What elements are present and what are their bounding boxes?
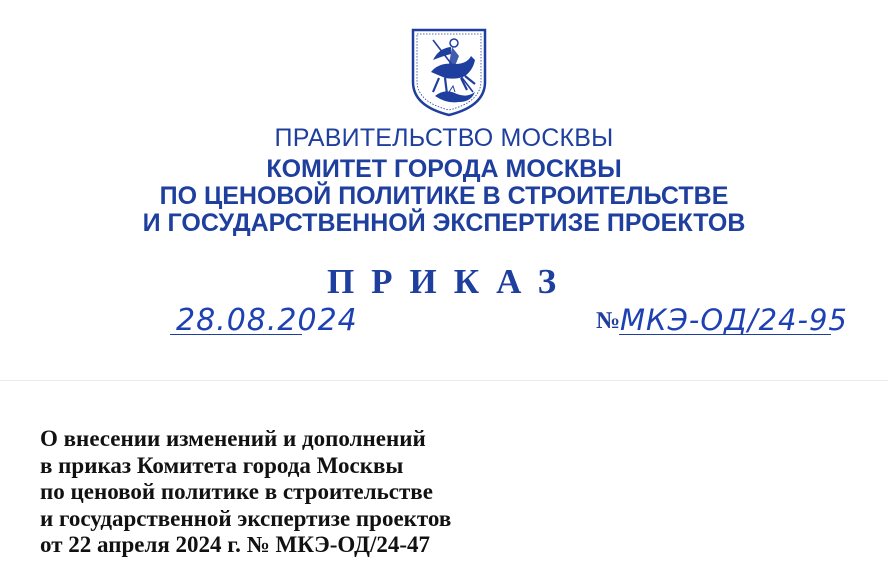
subject-line-3: по ценовой политике в строительстве: [40, 479, 433, 504]
committee-title-line-2: ПО ЦЕНОВОЙ ПОЛИТИКЕ В СТРОИТЕЛЬСТВЕ: [159, 182, 729, 210]
moscow-coat-of-arms-emblem: [409, 26, 489, 118]
subject-line-2: в приказ Комитета города Москвы: [40, 452, 404, 478]
fold-divider: [0, 380, 888, 381]
subject-line-4: и государственной экспертизе проектов: [40, 505, 452, 531]
document-type-heading: ПРИКАЗ: [326, 262, 574, 301]
number-label: №: [596, 308, 621, 334]
committee-title-line-3: И ГОСУДАРСТВЕННОЙ ЭКСПЕРТИЗЕ ПРОЕКТОВ: [142, 209, 746, 237]
number-underline: [619, 334, 831, 335]
subject-line-5: от 22 апреля 2024 г. № МКЭ-ОД/24-47: [40, 532, 431, 557]
subject-line-1: О внесении изменений и дополнений: [40, 426, 426, 451]
committee-title-line-1: КОМИТЕТ ГОРОДА МОСКВЫ: [266, 155, 622, 183]
handwritten-order-number: МКЭ-ОД/24-95: [620, 303, 848, 337]
date-underline: [170, 334, 302, 335]
government-title: ПРАВИТЕЛЬСТВО МОСКВЫ: [274, 124, 614, 152]
order-subject: [40, 426, 451, 559]
handwritten-date: 28.08.2024: [176, 303, 358, 338]
